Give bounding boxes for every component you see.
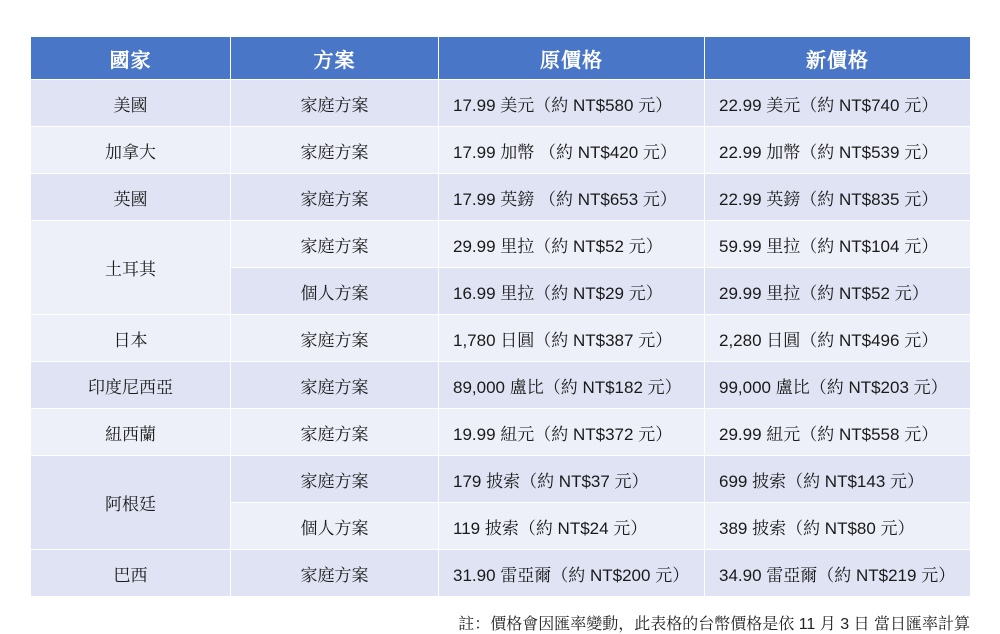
cell-country: 加拿大 [31, 127, 231, 174]
cell-old-price: 17.99 加幣 （約 NT$420 元） [439, 127, 705, 174]
cell-old-price: 17.99 美元（約 NT$580 元） [439, 80, 705, 127]
table-row [31, 174, 971, 221]
column-header-plan: 方案 [231, 37, 439, 80]
table-row [31, 127, 971, 174]
table-row [31, 315, 971, 362]
cell-new-price: 22.99 英鎊（約 NT$835 元） [705, 174, 971, 221]
table-row [31, 221, 971, 268]
cell-new-price: 2,280 日圓（約 NT$496 元） [705, 315, 971, 362]
cell-plan: 家庭方案 [231, 221, 439, 268]
table-note: 註：價格會因匯率變動，此表格的台幣價格是依 11 月 3 日 當日匯率計算 [458, 616, 970, 633]
cell-old-price: 119 披索（約 NT$24 元） [439, 503, 705, 550]
cell-plan: 家庭方案 [231, 315, 439, 362]
cell-country: 美國 [31, 80, 231, 127]
cell-new-price: 99,000 盧比（約 NT$203 元） [705, 362, 971, 409]
cell-old-price: 19.99 紐元（約 NT$372 元） [439, 409, 705, 456]
cell-old-price: 1,780 日圓（約 NT$387 元） [439, 315, 705, 362]
cell-plan: 家庭方案 [231, 127, 439, 174]
cell-country: 巴西 [31, 550, 231, 597]
cell-new-price: 29.99 紐元（約 NT$558 元） [705, 409, 971, 456]
cell-old-price: 16.99 里拉（約 NT$29 元） [439, 268, 705, 315]
cell-plan: 家庭方案 [231, 409, 439, 456]
cell-country: 紐西蘭 [31, 409, 231, 456]
cell-new-price: 389 披索（約 NT$80 元） [705, 503, 971, 550]
cell-new-price: 29.99 里拉（約 NT$52 元） [705, 268, 971, 315]
cell-country: 土耳其 [31, 221, 231, 315]
cell-new-price: 699 披索（約 NT$143 元） [705, 456, 971, 503]
cell-plan: 家庭方案 [231, 80, 439, 127]
column-header-new-price: 新價格 [705, 37, 971, 80]
cell-country: 阿根廷 [31, 456, 231, 550]
price-comparison-table [30, 36, 971, 597]
column-header-country: 國家 [31, 37, 231, 80]
cell-plan: 家庭方案 [231, 456, 439, 503]
cell-plan: 家庭方案 [231, 174, 439, 221]
cell-new-price: 22.99 加幣（約 NT$539 元） [705, 127, 971, 174]
cell-new-price: 22.99 美元（約 NT$740 元） [705, 80, 971, 127]
cell-plan: 個人方案 [231, 503, 439, 550]
cell-country: 印度尼西亞 [31, 362, 231, 409]
cell-country: 英國 [31, 174, 231, 221]
cell-new-price: 34.90 雷亞爾（約 NT$219 元） [705, 550, 971, 597]
cell-country: 日本 [31, 315, 231, 362]
cell-old-price: 29.99 里拉（約 NT$52 元） [439, 221, 705, 268]
table-body [31, 80, 971, 597]
table-row [31, 409, 971, 456]
cell-old-price: 17.99 英鎊 （約 NT$653 元） [439, 174, 705, 221]
cell-plan: 家庭方案 [231, 362, 439, 409]
cell-old-price: 179 披索（約 NT$37 元） [439, 456, 705, 503]
table-row [31, 80, 971, 127]
cell-old-price: 31.90 雷亞爾（約 NT$200 元） [439, 550, 705, 597]
table-row [31, 362, 971, 409]
table-row [31, 456, 971, 503]
table-header [31, 37, 971, 80]
cell-old-price: 89,000 盧比（約 NT$182 元） [439, 362, 705, 409]
cell-plan: 個人方案 [231, 268, 439, 315]
table-header-row [31, 37, 971, 80]
cell-plan: 家庭方案 [231, 550, 439, 597]
table-row [31, 550, 971, 597]
column-header-old-price: 原價格 [439, 37, 705, 80]
cell-new-price: 59.99 里拉（約 NT$104 元） [705, 221, 971, 268]
